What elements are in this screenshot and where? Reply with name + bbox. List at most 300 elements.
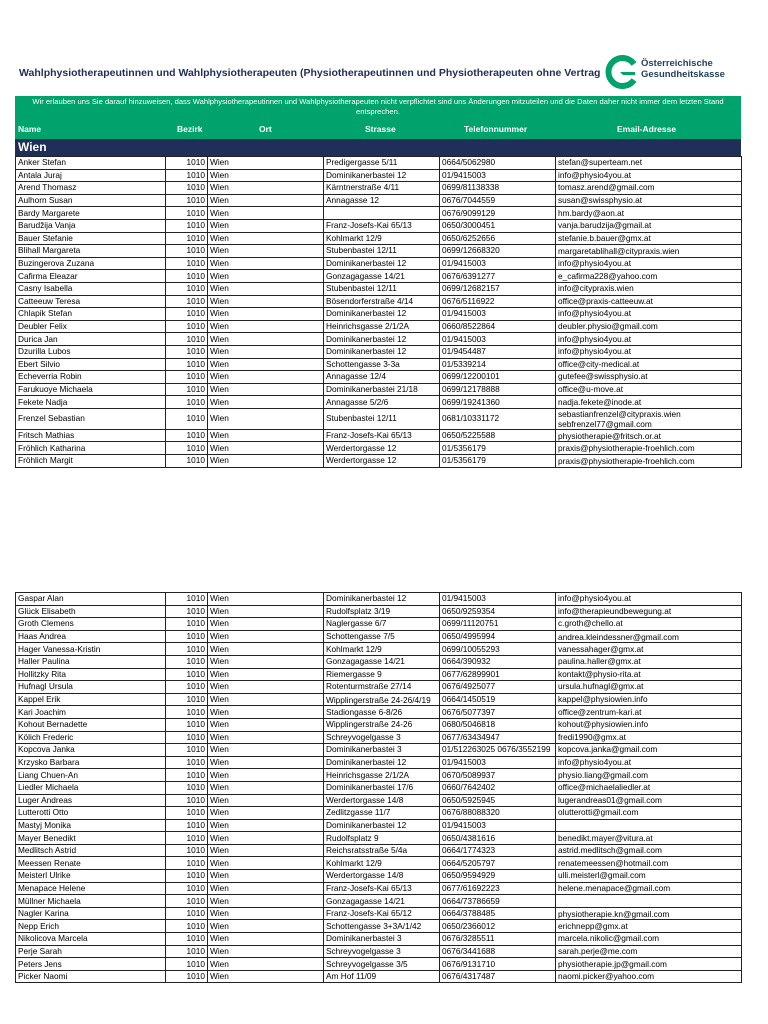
cell-name: Mayer Benedikt: [16, 832, 166, 845]
region-label: Wien: [18, 140, 47, 154]
cell-ort: Wien: [208, 769, 324, 782]
cell-ort: Wien: [208, 358, 324, 371]
cell-email[interactable]: e_cafirma228@yahoo.com: [556, 270, 742, 283]
cell-telefon: 0676/7044559: [440, 194, 556, 207]
cell-bezirk: 1010: [166, 693, 208, 706]
cell-ort: Wien: [208, 333, 324, 346]
cell-strasse: Dominikanerbastei 12: [324, 308, 440, 321]
cell-bezirk: 1010: [166, 706, 208, 719]
table-row: [16, 194, 742, 207]
cell-email[interactable]: physio.liang@gmail.com: [556, 769, 742, 782]
cell-email[interactable]: info@physio4you.at: [556, 308, 742, 321]
table-row: [16, 731, 742, 744]
cell-email[interactable]: hm.bardy@aon.at: [556, 207, 742, 220]
cell-ort: Wien: [208, 819, 324, 832]
cell-ort: Wien: [208, 643, 324, 656]
cell-email[interactable]: office@praxis-catteeuw.at: [556, 295, 742, 308]
cell-telefon: 0650/3000451: [440, 219, 556, 232]
cell-strasse: Werdertorgasse 14/8: [324, 794, 440, 807]
table-row: [16, 769, 742, 782]
cell-email[interactable]: kappel@physiowien.info: [556, 693, 742, 706]
cell-telefon: 01/9415003: [440, 308, 556, 321]
cell-ort: Wien: [208, 920, 324, 933]
therapist-table-page-2: [15, 592, 742, 983]
cell-ort: Wien: [208, 169, 324, 182]
cell-telefon: 0664/5205797: [440, 857, 556, 870]
cell-ort: Wien: [208, 882, 324, 895]
cell-ort: Wien: [208, 371, 324, 384]
cell-name: Müllner Michaela: [16, 895, 166, 908]
cell-telefon: 0699/12178888: [440, 383, 556, 396]
cell-name: Meisterl Ulrike: [16, 870, 166, 883]
cell-email[interactable]: info@physio4you.at: [556, 593, 742, 606]
cell-telefon: 0699/12200101: [440, 371, 556, 384]
cell-telefon: 0664/3788485: [440, 907, 556, 920]
cell-telefon: 0676/5116922: [440, 295, 556, 308]
cell-email[interactable]: office@zentrum-kari.at: [556, 706, 742, 719]
cell-strasse: Kohlmarkt 12/9: [324, 857, 440, 870]
cell-email: [556, 895, 742, 908]
cell-ort: Wien: [208, 320, 324, 333]
cell-email[interactable]: deubler.physio@gmail.com: [556, 320, 742, 333]
cell-name: Fröhlich Katharina: [16, 442, 166, 455]
cell-ort: Wien: [208, 744, 324, 757]
cell-bezirk: 1010: [166, 345, 208, 358]
cell-strasse: Dominikanerbastei 21/18: [324, 383, 440, 396]
table-row: [16, 308, 742, 321]
cell-name: Kohout Bernadette: [16, 718, 166, 731]
cell-telefon: 01/9415003: [440, 333, 556, 346]
cell-name: Blihall Margareta: [16, 245, 166, 258]
table-row: [16, 870, 742, 883]
cell-ort: Wien: [208, 618, 324, 631]
cell-ort: Wien: [208, 857, 324, 870]
cell-email[interactable]: sarah.perje@me.com: [556, 945, 742, 958]
cell-email[interactable]: stefan@superteam.net: [556, 157, 742, 170]
cell-ort: Wien: [208, 157, 324, 170]
cell-ort: Wien: [208, 219, 324, 232]
cell-name: Krzysko Barbara: [16, 756, 166, 769]
cell-email[interactable]: astrid.medlitsch@gmail.com: [556, 844, 742, 857]
cell-strasse: Rudolfsplatz 9: [324, 832, 440, 845]
cell-name: Glück Elisabeth: [16, 605, 166, 618]
cell-ort: Wien: [208, 958, 324, 971]
cell-telefon: 01/9415003: [440, 169, 556, 182]
cell-email[interactable]: sebastianfrenzel@citypraxis.wien sebfrenzel77@gmail.com: [556, 408, 742, 429]
table-row: [16, 756, 742, 769]
cell-name: Durica Jan: [16, 333, 166, 346]
table-row: [16, 282, 742, 295]
logo-line-2: Gesundheitskasse: [641, 69, 725, 80]
cell-ort: Wien: [208, 718, 324, 731]
cell-email[interactable]: nadja.fekete@inode.at: [556, 396, 742, 409]
cell-bezirk: 1010: [166, 408, 208, 429]
cell-bezirk: 1010: [166, 232, 208, 245]
cell-email[interactable]: paulina.haller@gmx.at: [556, 655, 742, 668]
cell-email[interactable]: fredi1990@gmx.at: [556, 731, 742, 744]
cell-strasse: Gonzagagasse 14/21: [324, 895, 440, 908]
cell-name: Fritsch Mathias: [16, 429, 166, 442]
cell-bezirk: 1010: [166, 383, 208, 396]
table-row: [16, 207, 742, 220]
cell-email[interactable]: tomasz.arend@gmail.com: [556, 182, 742, 195]
cell-name: Gaspar Alan: [16, 593, 166, 606]
cell-name: Buzingerova Zuzana: [16, 257, 166, 270]
cell-strasse: Heinrichsgasse 2/1/2A: [324, 320, 440, 333]
cell-name: Nepp Erich: [16, 920, 166, 933]
table-row: [16, 794, 742, 807]
cell-strasse: Kohlmarkt 12/9: [324, 232, 440, 245]
cell-bezirk: 1010: [166, 756, 208, 769]
cell-name: Hollitzky Rita: [16, 668, 166, 681]
cell-ort: Wien: [208, 655, 324, 668]
cell-ort: Wien: [208, 895, 324, 908]
cell-strasse: Schottengasse 3-3a: [324, 358, 440, 371]
cell-name: Barudžija Vanja: [16, 219, 166, 232]
cell-strasse: Werdertorgasse 14/8: [324, 870, 440, 883]
cell-ort: Wien: [208, 630, 324, 643]
cell-telefon: 01/9415003: [440, 257, 556, 270]
cell-telefon: 0676/4925077: [440, 681, 556, 694]
cell-email[interactable]: marcela.nikolic@gmail.com: [556, 933, 742, 946]
cell-ort: Wien: [208, 844, 324, 857]
cell-strasse: Werdertorgasse 12: [324, 455, 440, 468]
cell-email[interactable]: info@citypraxis.wien: [556, 282, 742, 295]
cell-email[interactable]: olutterotti@gmail.com: [556, 807, 742, 820]
cell-email[interactable]: office@u-move.at: [556, 383, 742, 396]
cell-strasse: Bösendorferstraße 4/14: [324, 295, 440, 308]
cell-bezirk: 1010: [166, 219, 208, 232]
cell-ort: Wien: [208, 245, 324, 258]
table-row: [16, 857, 742, 870]
cell-email[interactable]: info@physio4you.at: [556, 169, 742, 182]
table-row: [16, 157, 742, 170]
cell-bezirk: 1010: [166, 681, 208, 694]
cell-strasse: Dominikanerbastei 12: [324, 333, 440, 346]
cell-telefon: 0676/3441688: [440, 945, 556, 958]
cell-email[interactable]: renatemeessen@hotmail.com: [556, 857, 742, 870]
cell-ort: Wien: [208, 455, 324, 468]
cell-ort: Wien: [208, 693, 324, 706]
cell-bezirk: 1010: [166, 157, 208, 170]
oegk-logo-icon: [604, 55, 638, 89]
table-row: [16, 358, 742, 371]
cell-bezirk: 1010: [166, 832, 208, 845]
cell-strasse: Schreyvogelgasse 3: [324, 945, 440, 958]
cell-name: Liang Chuen-An: [16, 769, 166, 782]
cell-name: Liedler Michaela: [16, 781, 166, 794]
cell-email[interactable]: physiotherapie.kn@gmail.com: [556, 907, 742, 920]
cell-strasse: Naglergasse 6/7: [324, 618, 440, 631]
cell-strasse: Dominikanerbastei 3: [324, 744, 440, 757]
table-row: [16, 245, 742, 258]
cell-email[interactable]: info@therapieundbewegung.at: [556, 605, 742, 618]
cell-telefon: 0650/9259354: [440, 605, 556, 618]
table-row: [16, 643, 742, 656]
cell-bezirk: 1010: [166, 744, 208, 757]
cell-bezirk: 1010: [166, 358, 208, 371]
table-row: [16, 693, 742, 706]
cell-name: Menapace Helene: [16, 882, 166, 895]
cell-name: Echeverria Robin: [16, 371, 166, 384]
cell-strasse: Stubenbastei 12/11: [324, 408, 440, 429]
cell-email[interactable]: helene.menapace@gmail.com: [556, 882, 742, 895]
cell-telefon: 0699/10055293: [440, 643, 556, 656]
cell-telefon: 0650/5925945: [440, 794, 556, 807]
cell-ort: Wien: [208, 295, 324, 308]
cell-email[interactable]: benedikt.mayer@vitura.at: [556, 832, 742, 845]
cell-telefon: 01/5339214: [440, 358, 556, 371]
cell-ort: Wien: [208, 429, 324, 442]
cell-email[interactable]: kohout@physiowien.info: [556, 718, 742, 731]
cell-email[interactable]: stefanie.b.bauer@gmx.at: [556, 232, 742, 245]
table-row: [16, 257, 742, 270]
table-row: [16, 781, 742, 794]
col-header-email: Email-Adresse: [617, 124, 677, 134]
col-header-bezirk: Bezirk: [177, 124, 203, 134]
cell-ort: Wien: [208, 933, 324, 946]
cell-ort: Wien: [208, 807, 324, 820]
table-row: [16, 593, 742, 606]
cell-name: Dzurilla Lubos: [16, 345, 166, 358]
table-row: [16, 320, 742, 333]
cell-name: Fekete Nadja: [16, 396, 166, 409]
cell-ort: Wien: [208, 345, 324, 358]
cell-email[interactable]: praxis@physiotherapie-froehlich.com: [556, 442, 742, 455]
cell-telefon: 0676/9099129: [440, 207, 556, 220]
cell-email[interactable]: margaretablihall@citypraxis.wien: [556, 245, 742, 258]
cell-bezirk: 1010: [166, 618, 208, 631]
cell-name: Bauer Stefanie: [16, 232, 166, 245]
cell-bezirk: 1010: [166, 907, 208, 920]
cell-telefon: 01/5356179: [440, 455, 556, 468]
cell-bezirk: 1010: [166, 245, 208, 258]
cell-email[interactable]: physiotherapie@fritsch.or.at: [556, 429, 742, 442]
table-row: [16, 807, 742, 820]
cell-telefon: 0650/4381616: [440, 832, 556, 845]
cell-email[interactable]: info@physio4you.at: [556, 333, 742, 346]
cell-telefon: 0664/5062980: [440, 157, 556, 170]
cell-strasse: Riemergasse 9: [324, 668, 440, 681]
cell-email: [556, 819, 742, 832]
cell-strasse: Predigergasse 5/11: [324, 157, 440, 170]
cell-bezirk: 1010: [166, 807, 208, 820]
cell-bezirk: 1010: [166, 794, 208, 807]
cell-email[interactable]: erichnepp@gmx.at: [556, 920, 742, 933]
cell-telefon: 0650/5225588: [440, 429, 556, 442]
cell-bezirk: 1010: [166, 605, 208, 618]
cell-strasse: Franz-Josefs-Kai 65/12: [324, 907, 440, 920]
cell-ort: Wien: [208, 668, 324, 681]
disclaimer-notice: Wir erlauben uns Sie darauf hinzuweisen, dass Wahlphysiotherapeutinnen und Wahlphysiotherapeuten nicht verpflichtet sind uns Änderungen mitzuteilen und die Daten daher nicht immer dem letzten Stand entsprechen.: [15, 96, 741, 119]
table-row: [16, 844, 742, 857]
cell-telefon: 0650/6252656: [440, 232, 556, 245]
cell-email[interactable]: ulli.meisterl@gmail.com: [556, 870, 742, 883]
cell-telefon: 0650/4995994: [440, 630, 556, 643]
cell-email[interactable]: susan@swissphysio.at: [556, 194, 742, 207]
cell-strasse: Kohlmarkt 12/9: [324, 643, 440, 656]
cell-name: Bardy Margarete: [16, 207, 166, 220]
cell-name: Catteeuw Teresa: [16, 295, 166, 308]
cell-ort: Wien: [208, 282, 324, 295]
cell-email[interactable]: info@physio4you.at: [556, 345, 742, 358]
cell-bezirk: 1010: [166, 442, 208, 455]
cell-bezirk: 1010: [166, 455, 208, 468]
cell-bezirk: 1010: [166, 844, 208, 857]
cell-email[interactable]: physiotherapie.jp@gmail.com: [556, 958, 742, 971]
cell-strasse: Franz-Josefs-Kai 65/13: [324, 429, 440, 442]
cell-strasse: Rotenturmstraße 27/14: [324, 681, 440, 694]
cell-bezirk: 1010: [166, 958, 208, 971]
table-row: [16, 882, 742, 895]
cell-email[interactable]: kontakt@physio-rita.at: [556, 668, 742, 681]
cell-email[interactable]: gutefee@swissphysio.at: [556, 371, 742, 384]
cell-bezirk: 1010: [166, 270, 208, 283]
cell-name: Arend Thomasz: [16, 182, 166, 195]
cell-name: Medlitsch Astrid: [16, 844, 166, 857]
cell-strasse: Dominikanerbastei 3: [324, 933, 440, 946]
cell-bezirk: 1010: [166, 396, 208, 409]
table-row: [16, 408, 742, 429]
cell-strasse: Dominikanerbastei 12: [324, 756, 440, 769]
cell-bezirk: 1010: [166, 655, 208, 668]
cell-ort: Wien: [208, 194, 324, 207]
cell-strasse: Stubenbastei 12/11: [324, 282, 440, 295]
cell-strasse: Dominikanerbastei 12: [324, 257, 440, 270]
cell-telefon: 01/9415003: [440, 819, 556, 832]
table-row: [16, 442, 742, 455]
cell-ort: Wien: [208, 383, 324, 396]
cell-email[interactable]: ursula.hufnagl@gmx.at: [556, 681, 742, 694]
table-row: [16, 744, 742, 757]
cell-ort: Wien: [208, 781, 324, 794]
cell-bezirk: 1010: [166, 731, 208, 744]
cell-ort: Wien: [208, 605, 324, 618]
cell-telefon: 0664/1774323: [440, 844, 556, 857]
cell-bezirk: 1010: [166, 320, 208, 333]
cell-ort: Wien: [208, 681, 324, 694]
cell-strasse: Dominikanerbastei 12: [324, 593, 440, 606]
table-row: [16, 219, 742, 232]
cell-telefon: 0660/8522864: [440, 320, 556, 333]
cell-telefon: 0677/62899901: [440, 668, 556, 681]
cell-telefon: 0676/3285511: [440, 933, 556, 946]
cell-email[interactable]: vanja.barudzija@gmail.at: [556, 219, 742, 232]
cell-email[interactable]: lugerandreas01@gmail.com: [556, 794, 742, 807]
cell-email[interactable]: info@physio4you.at: [556, 756, 742, 769]
cell-ort: Wien: [208, 832, 324, 845]
cell-email[interactable]: info@physio4you.at: [556, 257, 742, 270]
cell-ort: Wien: [208, 907, 324, 920]
region-header: [15, 139, 741, 156]
cell-strasse: Franz-Josefs-Kai 65/13: [324, 882, 440, 895]
cell-strasse: Wipplingerstraße 24-26/4/19: [324, 693, 440, 706]
cell-bezirk: 1010: [166, 769, 208, 782]
table-row: [16, 933, 742, 946]
cell-name: Fröhlich Margit: [16, 455, 166, 468]
cell-telefon: 0677/63434947: [440, 731, 556, 744]
cell-telefon: 01/512263025 0676/3552199: [440, 744, 556, 757]
cell-bezirk: 1010: [166, 282, 208, 295]
cell-email[interactable]: office@michaelaliedler.at: [556, 781, 742, 794]
cell-name: Anker Stefan: [16, 157, 166, 170]
cell-name: Cafirma Eleazar: [16, 270, 166, 283]
cell-telefon: 0676/5077397: [440, 706, 556, 719]
cell-bezirk: 1010: [166, 169, 208, 182]
col-header-name: Name: [18, 124, 42, 134]
cell-bezirk: 1010: [166, 895, 208, 908]
cell-strasse: Gonzagagasse 14/21: [324, 655, 440, 668]
cell-email[interactable]: kopcova.janka@gmail.com: [556, 744, 742, 757]
table-row: [16, 605, 742, 618]
table-row: [16, 832, 742, 845]
cell-strasse: Dominikanerbastei 12: [324, 819, 440, 832]
cell-email[interactable]: andrea.kleindessner@gmail.com: [556, 630, 742, 643]
cell-email[interactable]: office@city-medical.at: [556, 358, 742, 371]
cell-telefon: 0699/12682157: [440, 282, 556, 295]
cell-name: Kappel Erik: [16, 693, 166, 706]
cell-ort: Wien: [208, 207, 324, 220]
cell-telefon: 0699/12668320: [440, 245, 556, 258]
cell-name: Meessen Renate: [16, 857, 166, 870]
logo-line-1: Österreichische: [641, 58, 713, 69]
table-row: [16, 630, 742, 643]
cell-strasse: Am Hof 11/09: [324, 970, 440, 983]
cell-telefon: 0699/19241360: [440, 396, 556, 409]
cell-telefon: 0650/2366012: [440, 920, 556, 933]
cell-email[interactable]: naomi.picker@yahoo.com: [556, 970, 742, 983]
cell-bezirk: 1010: [166, 429, 208, 442]
cell-bezirk: 1010: [166, 870, 208, 883]
cell-ort: Wien: [208, 257, 324, 270]
cell-ort: Wien: [208, 970, 324, 983]
cell-strasse: Werdertorgasse 12: [324, 442, 440, 455]
cell-bezirk: 1010: [166, 945, 208, 958]
cell-name: Nagler Karina: [16, 907, 166, 920]
table-row: [16, 429, 742, 442]
cell-strasse: Rudolfsplatz 3/19: [324, 605, 440, 618]
cell-email[interactable]: vanessahager@gmx.at: [556, 643, 742, 656]
table-row: [16, 345, 742, 358]
cell-name: Frenzel Sebastian: [16, 408, 166, 429]
cell-telefon: 01/5356179: [440, 442, 556, 455]
cell-name: Nikolicova Marcela: [16, 933, 166, 946]
cell-bezirk: 1010: [166, 207, 208, 220]
cell-name: Aulhorn Susan: [16, 194, 166, 207]
cell-bezirk: 1010: [166, 882, 208, 895]
cell-name: Kopcova Janka: [16, 744, 166, 757]
cell-name: Casny Isabella: [16, 282, 166, 295]
cell-telefon: 0699/11120751: [440, 618, 556, 631]
cell-strasse: Schreyvogelgasse 3/5: [324, 958, 440, 971]
cell-email[interactable]: praxis@physiotherapie-froehlich.com: [556, 455, 742, 468]
cell-name: Kölich Frederic: [16, 731, 166, 744]
table-row: [16, 895, 742, 908]
table-row: [16, 655, 742, 668]
cell-telefon: 0650/9594929: [440, 870, 556, 883]
cell-bezirk: 1010: [166, 920, 208, 933]
cell-bezirk: 1010: [166, 781, 208, 794]
cell-telefon: 0676/4317487: [440, 970, 556, 983]
cell-email[interactable]: c.groth@chello.at: [556, 618, 742, 631]
table-row: [16, 182, 742, 195]
cell-name: Farukuoye Michaela: [16, 383, 166, 396]
col-header-telefon: Telefonnummer: [464, 124, 528, 134]
cell-name: Hufnagl Ursula: [16, 681, 166, 694]
table-row: [16, 295, 742, 308]
document-title: Wahlphysiotherapeutinnen und Wahlphysiotherapeuten (Physiotherapeutinnen und Physiotherapeuten ohne Vertrag: [19, 67, 601, 79]
cell-strasse: Dominikanerbastei 17/6: [324, 781, 440, 794]
